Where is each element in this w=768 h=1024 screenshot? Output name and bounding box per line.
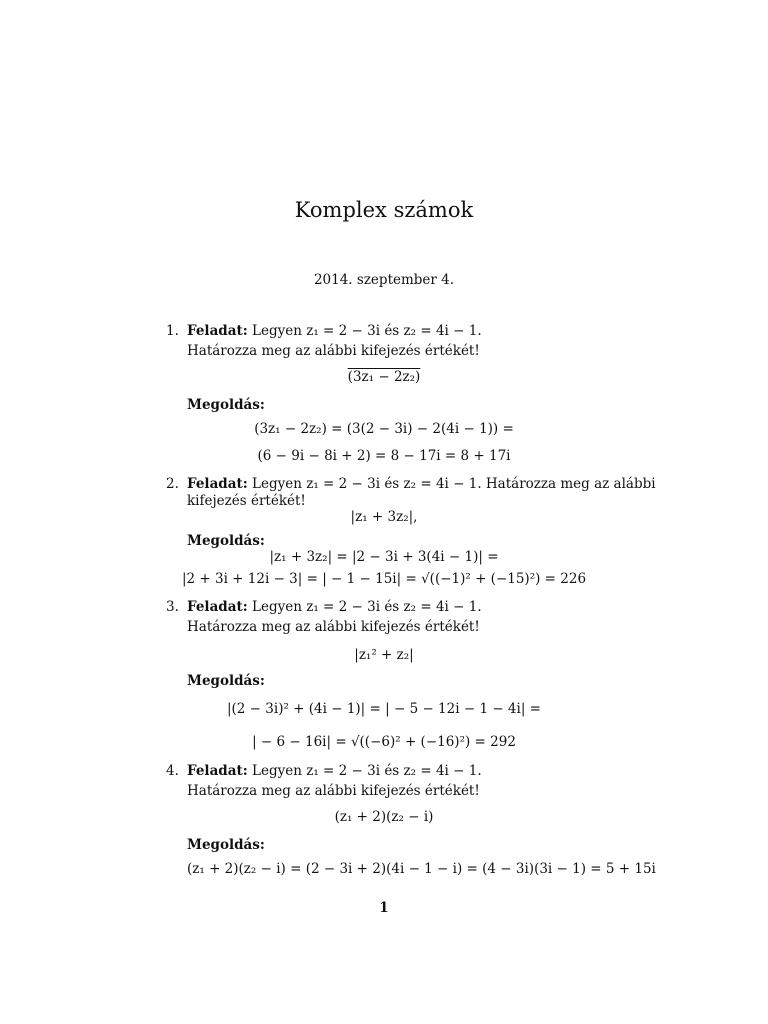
task-4-expression: (z₁ + 2)(z₂ − i) [334,809,434,825]
feladat-label: Feladat: [187,476,248,492]
task-1-number: 1. [166,323,179,339]
megoldas-label: Megoldás: [187,673,265,689]
task-2-expression: |z₁ + 3z₂|, [350,509,418,525]
task-1-megoldas [187,396,265,414]
task-4-megoldas [187,836,265,854]
task-1-solution-2: (6 − 9i − 8i + 2) = 8 − 17i = 8 + 17i [257,448,511,464]
task-3-solution-1: |(2 − 3i)² + (4i − 1)| = | − 5 − 12i − 1 − 4i| = [226,701,541,717]
task-1-expression [0,368,768,386]
page-number: 1 [379,900,389,916]
task-3-expression: |z₁² + z₂| [354,647,414,663]
task-2-solution-2: |2 + 3i + 12i − 3| = | − 1 − 15i| = √((−1)² + (−15)²) = 226 [181,571,587,587]
task-4-number: 4. [166,763,179,779]
feladat-label: Feladat: [187,323,248,339]
task-4-prompt2: Határozza meg az alábbi kifejezés értékét! [187,783,480,799]
task-1-prompt [187,322,482,340]
task-3-prompt [187,598,482,616]
megoldas-label: Megoldás: [187,397,265,413]
date: 2014. szeptember 4. [313,272,455,288]
task-4-prompt [187,762,482,780]
feladat-label: Feladat: [187,599,248,615]
task-4-prompt-text: Legyen z₁ = 2 − 3i és z₂ = 4i − 1. [252,763,482,779]
task-1-expression-text: (3z₁ − 2z₂) [347,369,421,385]
task-1-prompt-text: Legyen z₁ = 2 − 3i és z₂ = 4i − 1. [252,323,482,339]
page-title: Komplex számok [294,198,474,222]
task-2-solution-1: |z₁ + 3z₂| = |2 − 3i + 3(4i − 1)| = [269,549,499,565]
task-3-solution-2: | − 6 − 16i| = √((−6)² + (−16)²) = 292 [252,734,516,750]
task-4-solution-1: (z₁ + 2)(z₂ − i) = (2 − 3i + 2)(4i − 1 − i) = (4 − 3i)(3i − 1) = 5 + 15i [187,861,656,877]
task-3-number: 3. [166,599,179,615]
megoldas-label: Megoldás: [187,533,265,549]
feladat-label: Feladat: [187,763,248,779]
task-2-number: 2. [166,476,179,492]
task-3-megoldas [187,672,265,690]
task-2-prompt [187,475,656,493]
task-3-prompt2: Határozza meg az alábbi kifejezés értékét! [187,619,480,635]
megoldas-label: Megoldás: [187,837,265,853]
task-1-solution-1: (3z₁ − 2z₂) = (3(2 − 3i) − 2(4i − 1)) = [254,421,514,437]
task-3-prompt-text: Legyen z₁ = 2 − 3i és z₂ = 4i − 1. [252,599,482,615]
task-2-prompt-text: Legyen z₁ = 2 − 3i és z₂ = 4i − 1. Határozza meg az alábbi [252,476,656,492]
task-2-prompt2: kifejezés értékét! [187,493,306,509]
task-1-prompt2: Határozza meg az alábbi kifejezés értékét! [187,343,480,359]
